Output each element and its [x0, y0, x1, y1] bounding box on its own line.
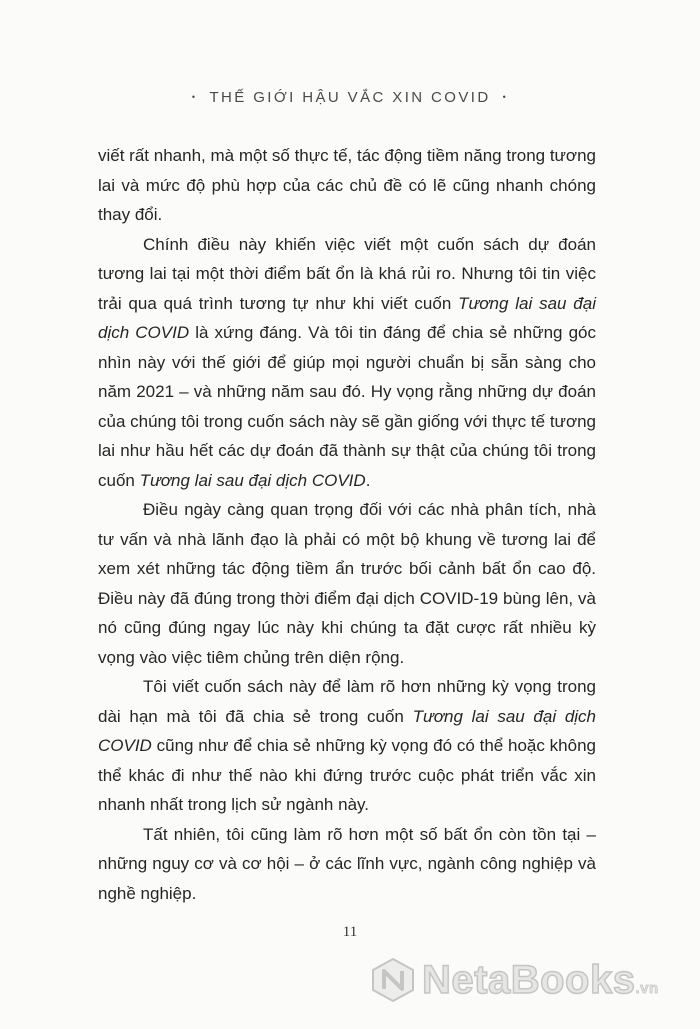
- book-title-italic: Tương lai sau đại dịch COVID: [139, 470, 366, 490]
- netabooks-logo-icon: [370, 957, 416, 1003]
- paragraph-2: Chính điều này khiến việc viết một cuốn sách dự đoán tương lai tại một thời điểm bất ổn là khá rủi ro. Nhưng tôi tin việc trải qua quá trình tương tự như khi viết cuốn Tương lai sau đại dịch COVID là xứng đáng. Và tôi tin đáng để chia sẻ những góc nhìn này với thế giới để giúp mọi người chuẩn bị sẵn sàng cho năm 2021 – và những năm sau đó. Hy vọng rằng những dự đoán của chúng tôi trong cuốn sách này sẽ gần giống với thực tế tương lai như hầu hết các dự đoán đã thành sự thật của chúng tôi trong cuốn Tương lai sau đại dịch COVID.: [98, 234, 597, 490]
- header-bullet-left: •: [191, 92, 198, 102]
- watermark-brand: NetaBooks.vn: [422, 957, 659, 1002]
- running-header: [0, 89, 700, 106]
- body-text: [98, 141, 596, 908]
- book-title-italic: Tương lai sau đại dịch COVID: [98, 706, 597, 755]
- book-title-italic: Tương lai sau đại dịch COVID: [98, 293, 596, 342]
- paragraph-4: Tôi viết cuốn sách này để làm rõ hơn những kỳ vọng trong dài hạn mà tôi đã chia sẻ trong cuốn Tương lai sau đại dịch COVID cũng như để chia sẻ những kỳ vọng đó có thể hoặc không thể khác đi như thế nào khi đứng trước cuộc phát triển vắc xin nhanh nhất trong lịch sử ngành này.: [98, 677, 597, 814]
- page-number: 11: [342, 924, 358, 940]
- header-bullet-right: •: [502, 92, 509, 102]
- header-title: THẾ GIỚI HẬU VẮC XIN COVID: [209, 89, 491, 106]
- watermark-domain: .vn: [635, 979, 659, 997]
- paragraph-5: Tất nhiên, tôi cũng làm rõ hơn một số bất ổn còn tồn tại – những nguy cơ và cơ hội – ở các lĩnh vực, ngành công nghiệp và nghề nghiệp.: [98, 824, 596, 903]
- paragraph-3: Điều ngày càng quan trọng đối với các nhà phân tích, nhà tư vấn và nhà lãnh đạo là phải có một bộ khung về tương lai để xem xét những tác động tiềm ẩn trước bối cảnh bất ổn cao độ. Điều này đã đúng trong thời điểm đại dịch COVID-19 bùng lên, và nó cũng đúng ngay lúc này khi chúng ta đặt cược rất nhiều kỳ vọng vào việc tiêm chủng trên diện rộng.: [98, 500, 596, 667]
- paragraph-1: viết rất nhanh, mà một số thực tế, tác động tiềm năng trong tương lai và mức độ phù hợp của các chủ đề có lẽ cũng nhanh chóng thay đổi.: [98, 146, 596, 224]
- watermark: [370, 957, 659, 1003]
